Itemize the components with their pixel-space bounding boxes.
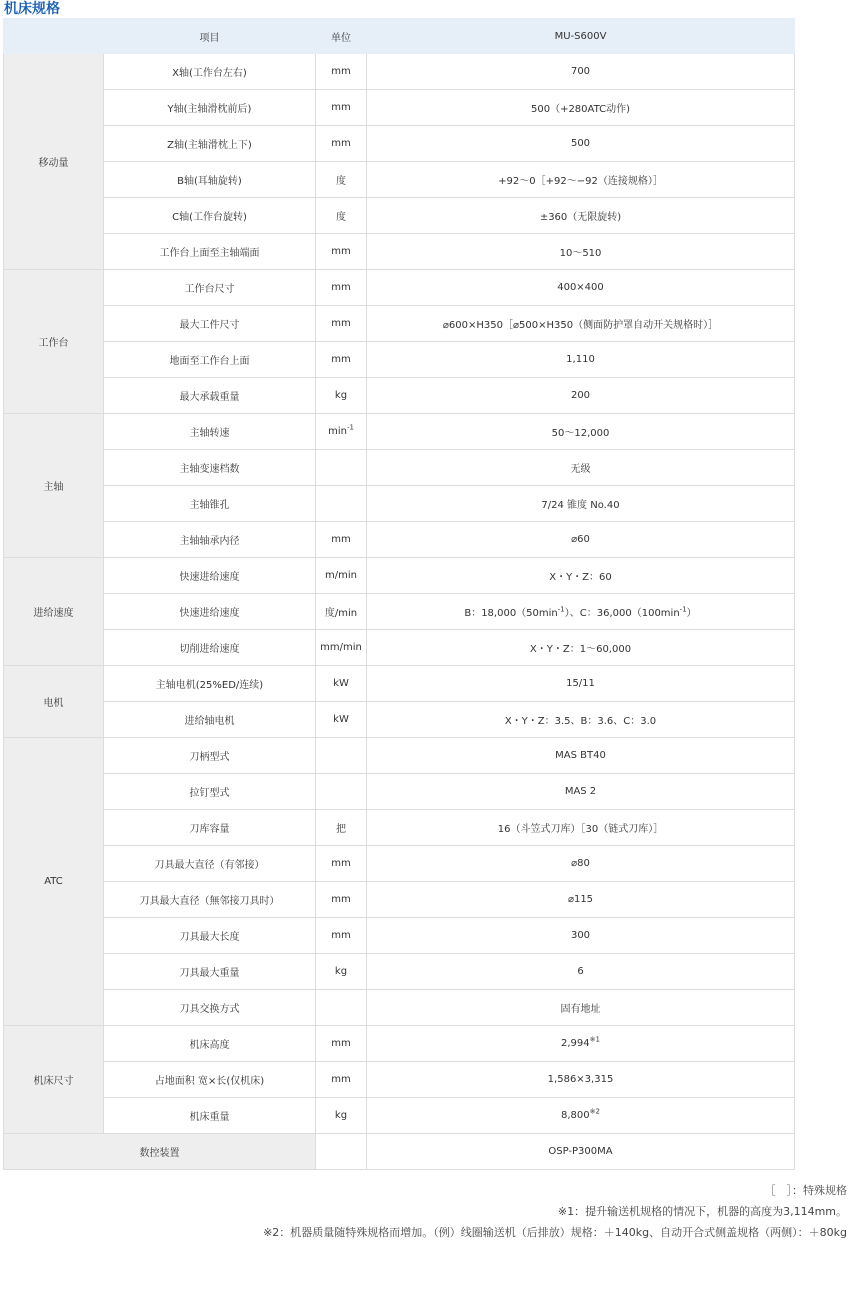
table-row bbox=[4, 990, 795, 1026]
row-item: 占地面积 宽×长(仅机床) bbox=[104, 1062, 316, 1098]
row-item: 进给轴电机 bbox=[104, 702, 316, 738]
table-row bbox=[4, 1098, 795, 1134]
value-superscript: -1 bbox=[679, 605, 687, 614]
row-item: B轴(耳轴旋转) bbox=[104, 162, 316, 198]
table-row bbox=[4, 954, 795, 990]
row-item: 最大承载重量 bbox=[104, 378, 316, 414]
row-unit bbox=[316, 450, 367, 486]
unit-superscript: -1 bbox=[346, 423, 354, 432]
row-value: ⌀115 bbox=[367, 882, 795, 918]
row-value: 固有地址 bbox=[367, 990, 795, 1026]
table-row bbox=[4, 54, 795, 90]
row-item: 主轴变速档数 bbox=[104, 450, 316, 486]
row-item: 拉钉型式 bbox=[104, 774, 316, 810]
row-item: Z轴(主轴滑枕上下) bbox=[104, 126, 316, 162]
row-item: 最大工件尺寸 bbox=[104, 306, 316, 342]
value-part-end: ） bbox=[686, 608, 697, 619]
row-value: 50～12,000 bbox=[367, 414, 795, 450]
row-value: +92～0［+92～−92（连接规格）］ bbox=[367, 162, 795, 198]
row-unit: mm bbox=[316, 882, 367, 918]
row-item: 快速进给速度 bbox=[104, 594, 316, 630]
row-value: X・Y・Z：60 bbox=[367, 558, 795, 594]
table-row bbox=[4, 450, 795, 486]
row-value: ⌀80 bbox=[367, 846, 795, 882]
table-row bbox=[4, 1026, 795, 1062]
row-unit: mm bbox=[316, 270, 367, 306]
table-row bbox=[4, 558, 795, 594]
row-unit: 把 bbox=[316, 810, 367, 846]
row-unit: mm bbox=[316, 54, 367, 90]
value-part-b: B：18,000（50min bbox=[464, 608, 558, 619]
header-model: MU-S600V bbox=[367, 19, 795, 54]
row-item: 主轴轴承内径 bbox=[104, 522, 316, 558]
row-item: 刀具最大长度 bbox=[104, 918, 316, 954]
table-row bbox=[4, 378, 795, 414]
row-value: 7/24 锥度 No.40 bbox=[367, 486, 795, 522]
row-unit bbox=[316, 414, 367, 450]
header-item: 项目 bbox=[104, 19, 316, 54]
row-unit: mm bbox=[316, 1062, 367, 1098]
footnote-mark: ※2 bbox=[589, 1107, 600, 1116]
category-spindle: 主轴 bbox=[4, 414, 104, 558]
row-value: 700 bbox=[367, 54, 795, 90]
row-unit: 度 bbox=[316, 198, 367, 234]
table-row bbox=[4, 702, 795, 738]
row-unit: kg bbox=[316, 378, 367, 414]
row-item: 主轴转速 bbox=[104, 414, 316, 450]
row-value: X・Y・Z：3.5、B：3.6、C：3.0 bbox=[367, 702, 795, 738]
table-row bbox=[4, 1062, 795, 1098]
row-value: ⌀60 bbox=[367, 522, 795, 558]
footnotes bbox=[263, 1180, 847, 1243]
spec-table bbox=[3, 18, 795, 1170]
row-item: 刀具最大直径（無邻接刀具时） bbox=[104, 882, 316, 918]
category-atc: ATC bbox=[4, 738, 104, 1026]
row-item: 地面至工作台上面 bbox=[104, 342, 316, 378]
row-unit bbox=[316, 486, 367, 522]
row-value: 1,586×3,315 bbox=[367, 1062, 795, 1098]
row-unit: mm/min bbox=[316, 630, 367, 666]
category-machine: 机床尺寸 bbox=[4, 1026, 104, 1134]
row-unit: mm bbox=[316, 918, 367, 954]
row-item: 工作台尺寸 bbox=[104, 270, 316, 306]
row-item: 刀具最大重量 bbox=[104, 954, 316, 990]
row-unit: mm bbox=[316, 846, 367, 882]
row-unit: mm bbox=[316, 342, 367, 378]
row-unit: 度 bbox=[316, 162, 367, 198]
category-movement: 移动量 bbox=[4, 54, 104, 270]
table-row bbox=[4, 198, 795, 234]
row-unit: 度/min bbox=[316, 594, 367, 630]
category-motor: 电机 bbox=[4, 666, 104, 738]
table-row bbox=[4, 918, 795, 954]
row-value: 500 bbox=[367, 126, 795, 162]
row-unit: m/min bbox=[316, 558, 367, 594]
table-row bbox=[4, 666, 795, 702]
table-row bbox=[4, 486, 795, 522]
category-nc: 数控装置 bbox=[4, 1134, 316, 1170]
table-row bbox=[4, 846, 795, 882]
table-row bbox=[4, 342, 795, 378]
unit-text: min bbox=[328, 426, 347, 437]
category-feed: 进给速度 bbox=[4, 558, 104, 666]
row-unit: kg bbox=[316, 954, 367, 990]
row-item: 快速进给速度 bbox=[104, 558, 316, 594]
row-value: ±360（无限旋转) bbox=[367, 198, 795, 234]
table-row bbox=[4, 414, 795, 450]
table-header-row bbox=[4, 19, 795, 54]
row-value: MAS 2 bbox=[367, 774, 795, 810]
table-row bbox=[4, 90, 795, 126]
row-unit: mm bbox=[316, 1026, 367, 1062]
row-unit bbox=[316, 990, 367, 1026]
category-table: 工作台 bbox=[4, 270, 104, 414]
row-value: ⌀600×H350［⌀500×H350（侧面防护罩自动开关规格时）］ bbox=[367, 306, 795, 342]
row-value: 无级 bbox=[367, 450, 795, 486]
row-item: X轴(工作台左右) bbox=[104, 54, 316, 90]
note-1: ※1：提升输送机规格的情况下，机器的高度为3,114mm。 bbox=[557, 1205, 847, 1218]
row-item: 主轴电机(25%ED/连续) bbox=[104, 666, 316, 702]
row-unit bbox=[316, 774, 367, 810]
table-row bbox=[4, 882, 795, 918]
table-row bbox=[4, 522, 795, 558]
table-row bbox=[4, 738, 795, 774]
row-item: 刀具交换方式 bbox=[104, 990, 316, 1026]
header-unit: 单位 bbox=[316, 19, 367, 54]
row-value bbox=[367, 1026, 795, 1062]
value-superscript: -1 bbox=[557, 605, 565, 614]
row-value: X・Y・Z：1～60,000 bbox=[367, 630, 795, 666]
row-item: 刀库容量 bbox=[104, 810, 316, 846]
note-2: ※2：机器质量随特殊规格而增加。（例）线圈输送机（后排放）规格：＋140kg、自动开合式侧盖规格（两侧）：＋80kg bbox=[263, 1226, 847, 1239]
row-item: 机床高度 bbox=[104, 1026, 316, 1062]
row-item: 切削进给速度 bbox=[104, 630, 316, 666]
row-unit: mm bbox=[316, 234, 367, 270]
value-text: 2,994 bbox=[561, 1038, 590, 1049]
note-special-spec: ［ ］：特殊规格 bbox=[764, 1184, 847, 1197]
row-unit: kW bbox=[316, 666, 367, 702]
row-item: 刀柄型式 bbox=[104, 738, 316, 774]
table-row bbox=[4, 126, 795, 162]
table-row bbox=[4, 594, 795, 630]
value-part-c: ）、C：36,000（100min bbox=[564, 608, 680, 619]
row-value: 1,110 bbox=[367, 342, 795, 378]
row-item: 主轴锥孔 bbox=[104, 486, 316, 522]
row-value: OSP-P300MA bbox=[367, 1134, 795, 1170]
row-value: 300 bbox=[367, 918, 795, 954]
row-value: 200 bbox=[367, 378, 795, 414]
row-unit bbox=[316, 738, 367, 774]
row-unit: mm bbox=[316, 522, 367, 558]
row-value: MAS BT40 bbox=[367, 738, 795, 774]
row-item: C轴(工作台旋转) bbox=[104, 198, 316, 234]
row-item: 刀具最大直径（有邻接） bbox=[104, 846, 316, 882]
row-value bbox=[367, 594, 795, 630]
page-title: 机床规格 bbox=[4, 1, 60, 17]
table-row bbox=[4, 306, 795, 342]
row-unit: kg bbox=[316, 1098, 367, 1134]
row-unit: mm bbox=[316, 90, 367, 126]
row-unit: mm bbox=[316, 126, 367, 162]
row-unit: mm bbox=[316, 306, 367, 342]
table-row bbox=[4, 1134, 795, 1170]
footnote-mark: ※1 bbox=[589, 1035, 600, 1044]
row-value bbox=[367, 1098, 795, 1134]
table-row bbox=[4, 162, 795, 198]
row-item: 工作台上面至主轴端面 bbox=[104, 234, 316, 270]
table-row bbox=[4, 234, 795, 270]
row-value: 6 bbox=[367, 954, 795, 990]
table-row bbox=[4, 810, 795, 846]
row-value: 500（+280ATC动作) bbox=[367, 90, 795, 126]
row-unit: kW bbox=[316, 702, 367, 738]
table-row bbox=[4, 270, 795, 306]
row-unit bbox=[316, 1134, 367, 1170]
row-value: 15/11 bbox=[367, 666, 795, 702]
row-value: 16（斗笠式刀库）［30（链式刀库）］ bbox=[367, 810, 795, 846]
row-item: Y轴(主轴滑枕前后) bbox=[104, 90, 316, 126]
header-empty bbox=[4, 19, 104, 54]
row-item: 机床重量 bbox=[104, 1098, 316, 1134]
value-text: 8,800 bbox=[561, 1110, 590, 1121]
table-row bbox=[4, 774, 795, 810]
table-row bbox=[4, 630, 795, 666]
row-value: 400×400 bbox=[367, 270, 795, 306]
row-value: 10～510 bbox=[367, 234, 795, 270]
